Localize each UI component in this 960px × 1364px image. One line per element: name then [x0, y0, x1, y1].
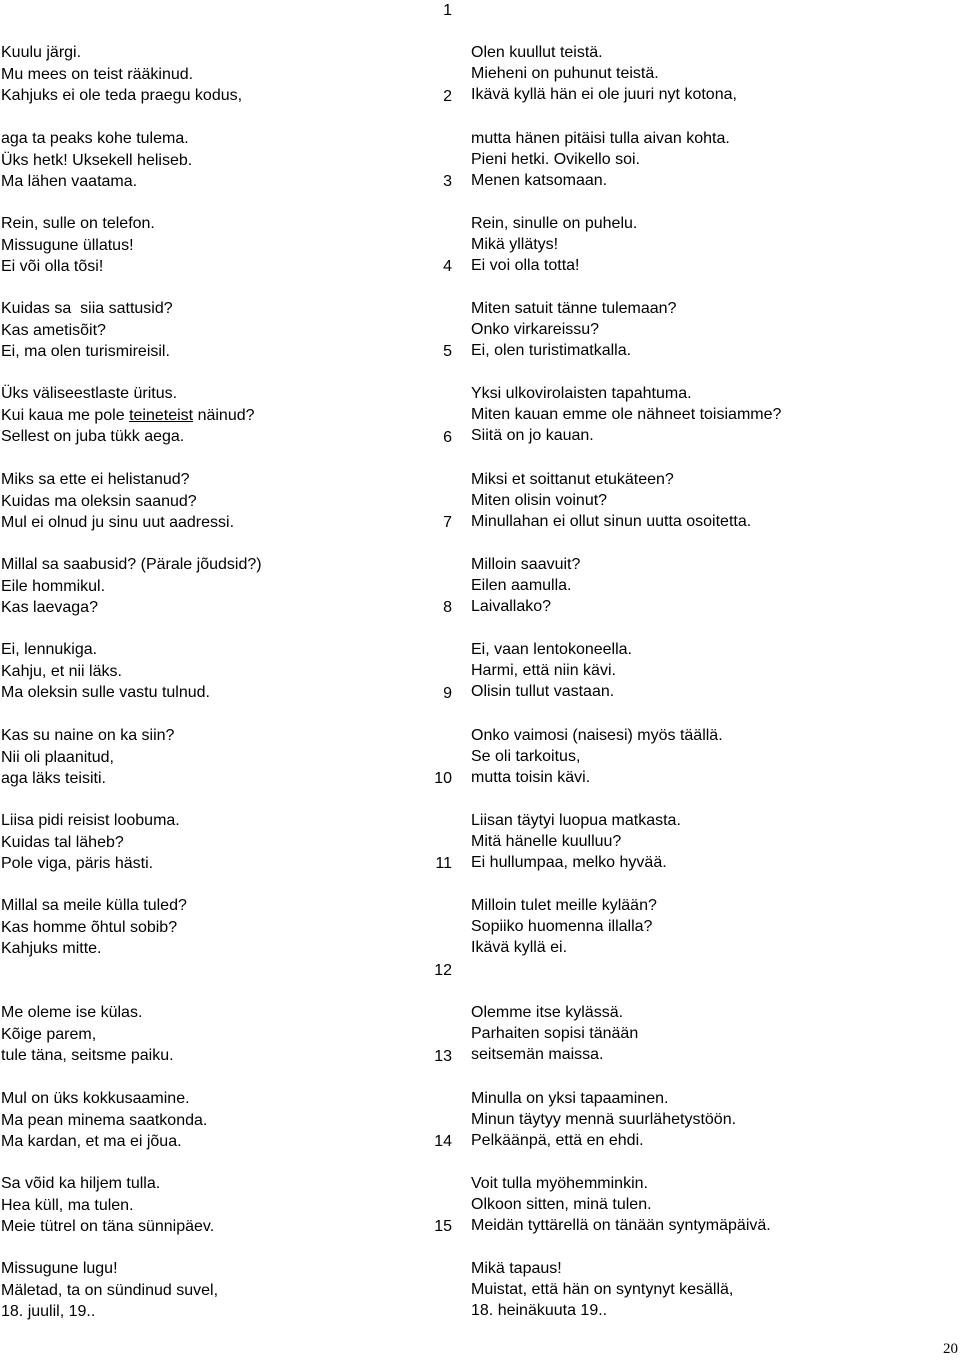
- estonian-line: Miks sa ette ei helistanud?: [1, 471, 190, 488]
- estonian-line: 18. juulil, 19..: [1, 1303, 96, 1320]
- finnish-line: Mikä yllätys!: [471, 236, 559, 253]
- dialogue-block-15: [0, 1216, 960, 1320]
- line-number: 12: [434, 962, 452, 979]
- estonian-line: Kahjuks mitte.: [1, 940, 102, 957]
- dialogue-block-5: [0, 341, 960, 445]
- finnish-line: Pieni hetki. Ovikello soi.: [471, 151, 640, 168]
- finnish-line: Liisan täytyi luopua matkasta.: [471, 812, 681, 829]
- finnish-line: Milloin tulet meille kylään?: [471, 897, 657, 914]
- finnish-line: Ei, vaan lentokoneella.: [471, 641, 632, 658]
- line-number: 8: [443, 599, 452, 616]
- estonian-line: aga läks teisiti.: [1, 770, 106, 787]
- finnish-line: Miten satuit tänne tulemaan?: [471, 300, 677, 317]
- estonian-line: Kuidas sa siia sattusid?: [1, 300, 173, 317]
- finnish-line: Mikä tapaus!: [471, 1260, 562, 1277]
- estonian-line: Liisa pidi reisist loobuma.: [1, 812, 180, 829]
- dialogue-block-6: [0, 427, 960, 531]
- estonian-line: Kuidas tal läheb?: [1, 834, 124, 851]
- estonian-line-part: näinud?: [193, 407, 255, 424]
- underlined-word: teineteist: [129, 407, 194, 424]
- finnish-line: seitsemän maissa.: [471, 1046, 604, 1063]
- finnish-line: Miksi et soittanut etukäteen?: [471, 471, 674, 488]
- finnish-line: Miten kauan emme ole nähneet toisiamme?: [471, 406, 782, 423]
- finnish-line: Onko virkareissu?: [471, 321, 600, 338]
- finnish-line: Parhaiten sopisi tänään: [471, 1025, 639, 1042]
- finnish-line: Ei, olen turistimatkalla.: [471, 342, 632, 359]
- finnish-line: Ei hullumpaa, melko hyvää.: [471, 854, 667, 871]
- finnish-line: Onko vaimosi (naisesi) myös täällä.: [471, 727, 723, 744]
- finnish-line: Minulla on yksi tapaaminen.: [471, 1090, 669, 1107]
- finnish-line: Miten olisin voinut?: [471, 492, 608, 509]
- finnish-line: mutta hänen pitäisi tulla aivan kohta.: [471, 130, 730, 147]
- dialogue-block-11: [0, 853, 960, 957]
- finnish-line: Milloin saavuit?: [471, 556, 581, 573]
- estonian-line: Me oleme ise külas.: [1, 1004, 143, 1021]
- estonian-line: Mäletad, ta on sündinud suvel,: [1, 1282, 219, 1299]
- estonian-line: Hea küll, ma tulen.: [1, 1197, 134, 1214]
- finnish-text: [471, 1216, 951, 1363]
- line-number: 15: [434, 1218, 452, 1235]
- estonian-line: Kuidas ma oleksin saanud?: [1, 493, 197, 510]
- finnish-line: 18. heinäkuuta 19..: [471, 1302, 608, 1319]
- estonian-line: tule täna, seitsme paiku.: [1, 1047, 174, 1064]
- estonian-line: Ei või olla tõsi!: [1, 258, 104, 275]
- dialogue-block-1: [0, 0, 960, 104]
- finnish-line: Sopiiko huomenna illalla?: [471, 918, 653, 935]
- estonian-line: Rein, sulle on telefon.: [1, 215, 155, 232]
- finnish-line: Harmi, että niin kävi.: [471, 662, 616, 679]
- estonian-line: Kas su naine on ka siin?: [1, 727, 175, 744]
- estonian-line: Ma lähen vaatama.: [1, 173, 138, 190]
- estonian-line: Kas ametisõit?: [1, 322, 106, 339]
- dialogue-block-4: [0, 256, 960, 360]
- estonian-line: Missugune üllatus!: [1, 237, 134, 254]
- finnish-line: Minullahan ei ollut sinun uutta osoitetta.: [471, 513, 752, 530]
- finnish-line: Eilen aamulla.: [471, 577, 572, 594]
- estonian-line: Ma kardan, et ma ei jõua.: [1, 1133, 182, 1150]
- finnish-line: Ei voi olla totta!: [471, 257, 580, 274]
- estonian-line: Millal sa meile külla tuled?: [1, 897, 187, 914]
- line-number: 10: [434, 770, 452, 787]
- page-number: 20: [943, 1341, 958, 1357]
- line-number: 6: [443, 429, 452, 446]
- estonian-line: Millal sa saabusid? (Pärale jõudsid?): [1, 556, 262, 573]
- finnish-line: Siitä on jo kauan.: [471, 427, 594, 444]
- finnish-line: Olen kuullut teistä.: [471, 44, 603, 61]
- estonian-text: [1, 1216, 411, 1364]
- line-number: 7: [443, 514, 452, 531]
- finnish-line: Laivallako?: [471, 598, 552, 615]
- line-number: 9: [443, 685, 452, 702]
- estonian-line: Sellest on juba tükk aega.: [1, 428, 185, 445]
- estonian-line: Kas laevaga?: [1, 599, 98, 616]
- estonian-line: Eile hommikul.: [1, 578, 106, 595]
- finnish-line: Voit tulla myöhemminkin.: [471, 1175, 648, 1192]
- estonian-line: Ma oleksin sulle vastu tulnud.: [1, 684, 210, 701]
- estonian-line: Ei, lennukiga.: [1, 641, 98, 658]
- finnish-line: Olisin tullut vastaan.: [471, 683, 615, 700]
- estonian-line: Mul ei olnud ju sinu uut aadressi.: [1, 514, 235, 531]
- estonian-line: Sa võid ka hiljem tulla.: [1, 1175, 161, 1192]
- line-number: 3: [443, 173, 452, 190]
- estonian-line: Ei, ma olen turismireisil.: [1, 343, 170, 360]
- estonian-line: Kahju, et nii läks.: [1, 663, 122, 680]
- estonian-line: Kas homme õhtul sobib?: [1, 919, 178, 936]
- estonian-line: Nii oli plaanitud,: [1, 749, 114, 766]
- estonian-line: [1, 405, 411, 426]
- finnish-line: Olkoon sitten, minä tulen.: [471, 1196, 652, 1213]
- dialogue-block-3: [0, 171, 960, 275]
- finnish-line: Ikävä kyllä hän ei ole juuri nyt kotona,: [471, 86, 737, 103]
- line-number: 4: [443, 258, 452, 275]
- dialogue-block-7: [0, 512, 960, 616]
- finnish-line: Yksi ulkovirolaisten tapahtuma.: [471, 385, 692, 402]
- estonian-line: Missugune lugu!: [1, 1260, 118, 1277]
- estonian-line: Mul on üks kokkusaamine.: [1, 1090, 190, 1107]
- line-number: 11: [435, 855, 452, 872]
- line-number: 5: [443, 343, 452, 360]
- dialogue-block-8: [0, 597, 960, 701]
- estonian-line: Meie tütrel on täna sünnipäev.: [1, 1218, 215, 1235]
- finnish-line: Rein, sinulle on puhelu.: [471, 215, 638, 232]
- finnish-line: Muistat, että hän on syntynyt kesällä,: [471, 1281, 734, 1298]
- estonian-line: Mu mees on teist rääkinud.: [1, 66, 194, 83]
- estonian-line-part: Kui kaua me pole: [1, 407, 130, 424]
- estonian-line: Kõige parem,: [1, 1026, 97, 1043]
- finnish-line: Ikävä kyllä ei.: [471, 939, 568, 956]
- finnish-line: Olemme itse kylässä.: [471, 1004, 624, 1021]
- estonian-line: Kuulu järgi.: [1, 44, 82, 61]
- finnish-line: Se oli tarkoitus,: [471, 748, 581, 765]
- finnish-line: Mieheni on puhunut teistä.: [471, 65, 659, 82]
- finnish-line: Mitä hänelle kuulluu?: [471, 833, 622, 850]
- finnish-line: Meidän tyttärellä on tänään syntymäpäivä.: [471, 1217, 771, 1234]
- estonian-line: Kahjuks ei ole teda praegu kodus,: [1, 87, 243, 104]
- estonian-line: Üks väliseestlaste üritus.: [1, 385, 178, 402]
- estonian-line: aga ta peaks kohe tulema.: [1, 130, 189, 147]
- finnish-line: Menen katsomaan.: [471, 172, 608, 189]
- estonian-line: Üks hetk! Uksekell heliseb.: [1, 152, 193, 169]
- estonian-line: Pole viga, päris hästi.: [1, 855, 154, 872]
- finnish-line: Minun täytyy mennä suurlähetystöön.: [471, 1111, 737, 1128]
- dialogue-block-2: [0, 86, 960, 190]
- line-number: 2: [443, 88, 452, 105]
- line-number: 13: [434, 1048, 452, 1065]
- estonian-line: Ma pean minema saatkonda.: [1, 1112, 208, 1129]
- line-number: 14: [434, 1133, 452, 1150]
- line-number: 1: [443, 2, 452, 19]
- finnish-line: mutta toisin kävi.: [471, 769, 591, 786]
- finnish-line: Pelkäänpä, että en ehdi.: [471, 1132, 644, 1149]
